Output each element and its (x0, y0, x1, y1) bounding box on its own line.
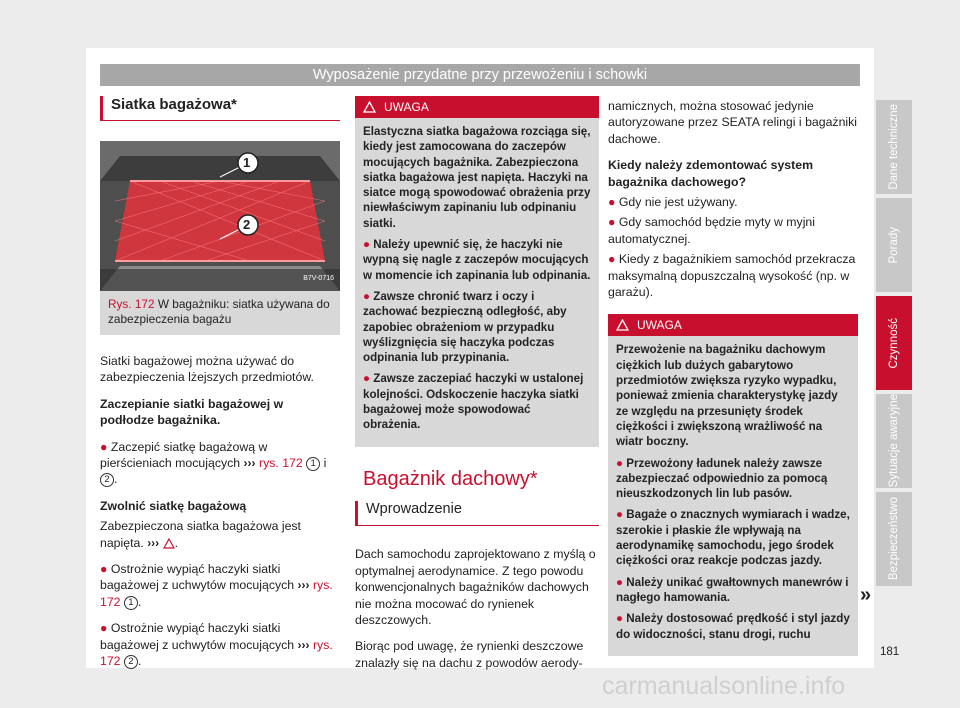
bullet-icon: ● (363, 372, 371, 386)
warning-triangle-icon (363, 101, 376, 113)
figure-code: B7V-0716 (303, 274, 334, 282)
warning-item-text: Bagaże o znacznych wymiarach i wadze, szerokie i płaskie źle wpływają na aerodynamikę samochodu, jego środek ciężkości oraz reakcje podczas jazdy. (616, 508, 850, 568)
subsection-title: Wprowadzenie (355, 501, 599, 526)
paragraph: Dach samochodu zaprojektowano z myślą o optymalnej aerodynamice. Z tego powodu konwencjonalnych bagażników dachowych nie można mocować do rynienek deszczowych. (355, 547, 596, 628)
figure-caption (100, 291, 340, 335)
release-text-body: Zabezpieczona siatka bagażowa jest napięta. (100, 519, 301, 550)
tab-label: Porady (888, 226, 900, 264)
middle-column (355, 96, 599, 681)
marker-2: 2 (124, 655, 138, 669)
ref-arrows-icon: ››› (297, 637, 310, 652)
warning-item (363, 371, 591, 432)
figure-label: Rys. 172 (108, 297, 155, 311)
warning-item (616, 456, 850, 502)
page-number: 181 (880, 646, 900, 658)
warning-triangle-icon (163, 538, 175, 549)
ref-arrows-icon: ››› (147, 535, 160, 550)
chapter-header: Wyposażenie przydatne przy przewożeniu i schowki (100, 64, 860, 86)
warning-item (363, 237, 591, 283)
question-heading: Kiedy należy zdemontować system bagażnika dachowego? (608, 158, 814, 189)
list-item (608, 194, 858, 210)
figure-ref-link[interactable]: rys. 172 (100, 578, 333, 609)
warning-item-text: Należy dostosować prędkość i styl jazdy do widoczności, stanu drogi, ruchu (616, 612, 850, 641)
warning-label: UWAGA (384, 100, 429, 114)
marker-1: 1 (306, 457, 320, 471)
list-item (608, 251, 858, 300)
and-word: i (323, 456, 327, 471)
hook-step-text: Zaczepić siatkę bagażową w pierścieniach mocujących (100, 439, 268, 471)
bullet-icon: ● (100, 621, 108, 636)
hook-step: ● Zaczepić siatkę bagażową w pierścieniach mocujących ››› rys. 172 1 i 2 . (100, 439, 327, 487)
warning-body (355, 118, 599, 447)
watermark: carmanualsonline.info (602, 672, 846, 700)
tab-label: Czynność (888, 317, 900, 369)
tab-czynnosc[interactable] (876, 296, 912, 390)
bullet-icon: ● (616, 456, 624, 470)
bullet-icon: ● (616, 575, 624, 589)
warning-triangle-icon (616, 319, 629, 331)
warning-intro: Przewożenie na bagażniku dachowym ciężkich lub dużych gabarytowo przedmiotów zwiększa ryzyko wypadku, ponieważ zmienia charakterystykę jazdy ze względu na przesunięty środek ciężkości i zwiększoną wrażliwość na wiatr boczny. (616, 343, 838, 449)
callout-2: 2 (243, 217, 251, 232)
unhook-step-2: ● Ostrożnie wypiąć haczyki siatki bagażowej z uchwytów mocujących ››› rys. 172 2 . (100, 621, 333, 669)
list-item-text: Gdy samochód będzie myty w myjni automatycznej. (608, 215, 815, 246)
warning-box (608, 314, 858, 655)
marker-2: 2 (100, 473, 114, 487)
bullet-icon: ● (608, 195, 616, 210)
callout-1: 1 (243, 155, 251, 170)
warning-intro: Elastyczna siatka bagażowa rozciąga się, kiedy jest zamocowana do zaczepów mocujących bagażnika. Zabezpieczona siatka bagażowa jest napięta. Haczyki na siatce mogą spowodować obrażenia przy niewłaściwym zapinaniu lub odpinaniu siatki. (363, 125, 591, 230)
section-title: Siatka bagażowa* (100, 96, 340, 121)
tab-label: Bezpieczeństwo (888, 497, 900, 581)
bullet-icon: ● (608, 215, 616, 230)
warning-item-text: Należy unikać gwałtownych manewrów i nagłego hamowania. (616, 575, 849, 604)
warning-item (616, 575, 850, 606)
list-item-text: Kiedy z bagażnikiem samochód przekracza maksymalną dopuszczalną wysokość (np. w garażu). (608, 252, 856, 300)
bullet-icon: ● (616, 612, 624, 626)
trunk-net-photo (100, 141, 340, 291)
tab-label: Dane techniczne (888, 104, 900, 190)
bullet-icon: ● (100, 439, 108, 454)
side-tabs (876, 100, 912, 590)
warning-item (363, 289, 591, 365)
warning-header (355, 96, 599, 118)
left-column (100, 96, 340, 680)
bullet-icon: ● (100, 562, 108, 577)
list-item-text: Gdy nie jest używany. (618, 195, 738, 210)
tab-bezpieczenstwo[interactable] (876, 492, 912, 586)
ref-arrows-icon: ››› (297, 578, 310, 593)
list-item (608, 214, 858, 247)
tab-sytuacje-awaryjne[interactable] (876, 394, 912, 488)
warning-item (616, 611, 850, 642)
unhook-step-1: ● Ostrożnie wypiąć haczyki siatki bagażowej z uchwytów mocujących ››› rys. 172 1 . (100, 562, 333, 609)
hook-heading: Zaczepianie siatki bagażowej w podłodze bagażnika. (100, 396, 284, 428)
release-text: Zabezpieczona siatka bagażowa jest napięta. ››› . (100, 519, 301, 550)
warning-header (608, 314, 858, 336)
ref-arrows-icon: ››› (243, 456, 256, 471)
unhook-step-1-text: Ostrożnie wypiąć haczyki siatki bagażowej z uchwytów mocujących (100, 562, 295, 593)
warning-item-text: Zawsze chronić twarz i oczy i zachować bezpieczną odległość, aby zapobiec obrażeniom w przypadku wyślizgnięcia się haczyka podczas odpinania lub przypinania. (363, 289, 567, 365)
figure-ref-link[interactable]: rys. 172 (100, 637, 333, 669)
figure-caption-text: W bagażniku: siatka używana do zabezpieczenia bagażu (108, 297, 330, 326)
warning-body (608, 336, 858, 655)
unhook-step-2-text: Ostrożnie wypiąć haczyki siatki bagażowej z uchwytów mocujących (100, 621, 295, 652)
figure-ref-link[interactable]: rys. 172 (258, 456, 303, 471)
marker-1: 1 (124, 596, 138, 610)
paragraph: Biorąc pod uwagę, że rynienki deszczowe znalazły się na dachu z powodów aerody- (355, 639, 584, 670)
tab-label: Sytuacje awaryjne (888, 394, 900, 488)
intro-paragraph: Siatki bagażowej można używać do zabezpieczenia lżejszych przedmiotów. (100, 354, 314, 385)
bullet-icon: ● (608, 252, 616, 267)
warning-box (355, 96, 599, 447)
tab-porady[interactable] (876, 198, 912, 292)
warning-item-text: Należy upewnić się, że haczyki nie wypną się nagle z zaczepów mocujących w momencie ich zapinania lub odpinania. (363, 238, 591, 282)
continue-arrow-icon: » (860, 584, 872, 606)
bullet-icon: ● (363, 289, 371, 303)
bullet-icon: ● (616, 508, 624, 522)
paragraph: namicznych, można stosować jedynie autoryzowane przez SEATA relingi i bagażniki dachowe. (608, 99, 858, 146)
warning-item (616, 507, 850, 568)
bullet-icon: ● (363, 238, 371, 252)
tab-dane-techniczne[interactable] (876, 100, 912, 194)
trunk-net-illustration (100, 141, 340, 291)
right-column (608, 96, 858, 680)
warning-label: UWAGA (637, 318, 682, 333)
release-heading: Zwolnić siatkę bagażową (100, 498, 247, 513)
warning-item-text: Zawsze zaczepiać haczyki w ustalonej kolejności. Odskoczenie haczyka siatki bagażowej może spowodować obrażenia. (363, 372, 584, 432)
warning-item-text: Przewożony ładunek należy zawsze zabezpieczać odpowiednio za pomocą nieuszkodzonych lin lub pasów. (616, 456, 828, 501)
chapter-title: Bagażnik dachowy* (363, 467, 538, 490)
